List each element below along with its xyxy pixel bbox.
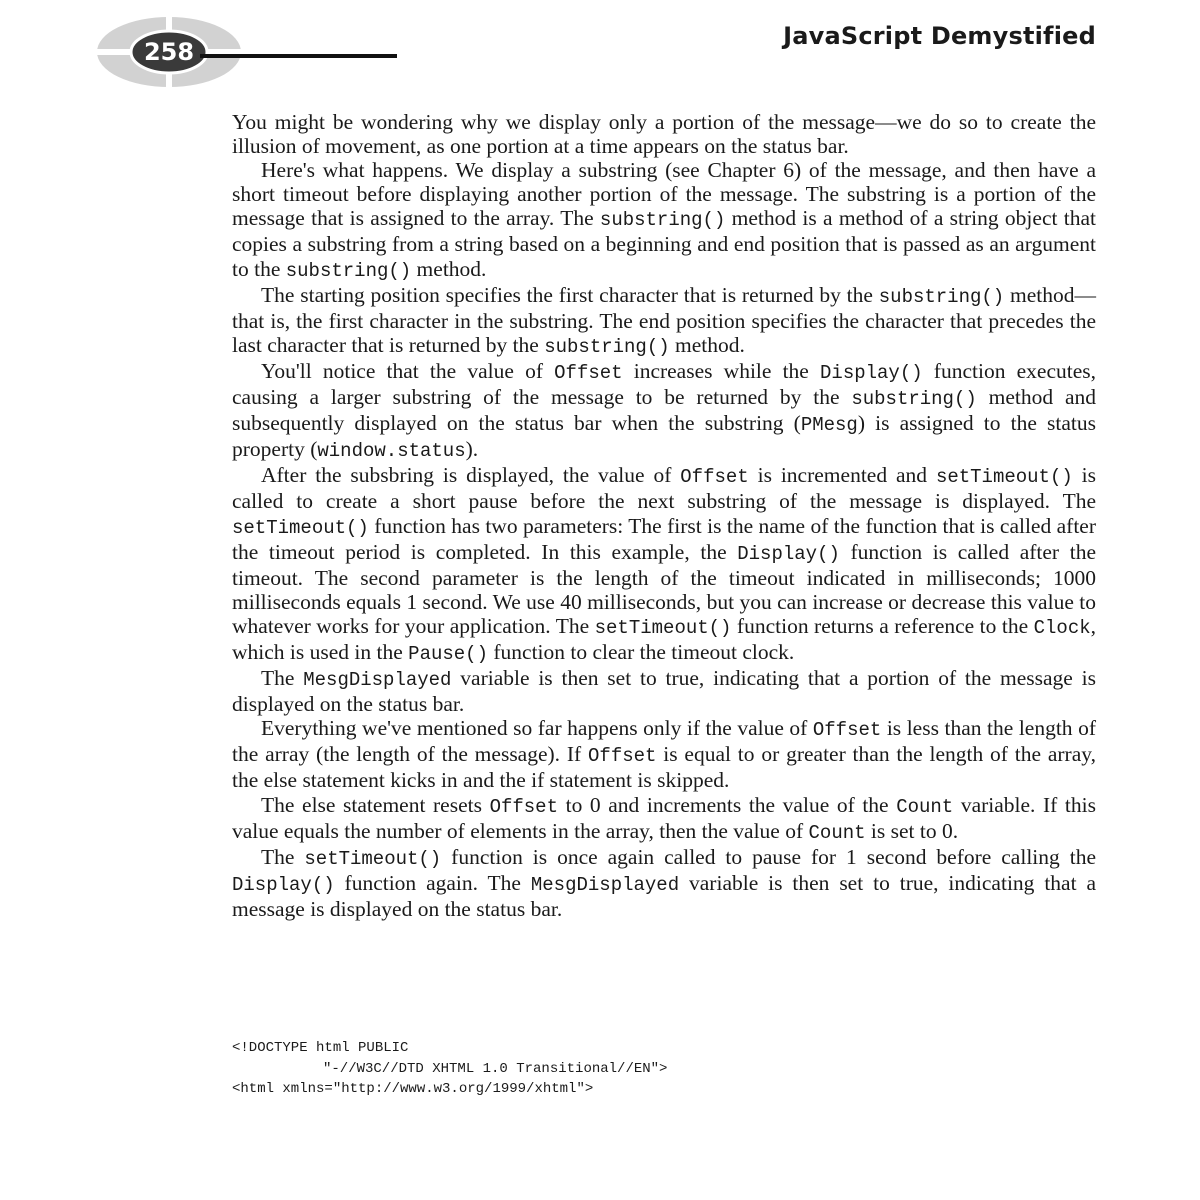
paragraph-text: is less than the length of the array (the length of the message). If bbox=[232, 716, 1096, 767]
paragraph-text: variable is then set to true, indicating that a portion of the message is displayed on the status bar. bbox=[232, 666, 1096, 717]
paragraph bbox=[232, 359, 1096, 463]
inline-code: substring() bbox=[851, 388, 977, 411]
paragraph-text: function has two parameters: The first is the name of the function that is called after the timeout period is completed. In this example, the bbox=[232, 513, 1096, 564]
paragraph-text: is incremented and bbox=[748, 463, 936, 488]
paragraph-text: is set to 0. bbox=[865, 818, 959, 843]
inline-code: Count bbox=[896, 795, 954, 818]
inline-code: setTimeout() bbox=[232, 516, 369, 539]
paragraph-text: , which is used in the bbox=[232, 613, 1097, 664]
paragraph-text: is called to create a short pause before the next substring of the message is displayed. The bbox=[232, 463, 1097, 514]
paragraph-text: After the subsbring is displayed, the value of bbox=[261, 463, 681, 488]
inline-code: Offset bbox=[489, 795, 558, 818]
code-listing bbox=[232, 1038, 1096, 1100]
paragraph-text: Everything we've mentioned so far happens only if the value of bbox=[261, 716, 813, 741]
inline-code: substring() bbox=[544, 335, 670, 358]
inline-code: Offset bbox=[588, 745, 657, 768]
paragraph-text: method is a method of a string object that copies a substring from a string based on a beginning and end position that is passed as an argument to the bbox=[232, 206, 1096, 281]
code-line: <html xmlns="http://www.w3.org/1999/xhtml"> bbox=[232, 1081, 594, 1097]
paragraph-text: function is once again called to pause for 1 second before calling the bbox=[441, 844, 1096, 869]
paragraph-text: You'll notice that the value of bbox=[261, 358, 555, 383]
inline-code: window.status bbox=[317, 440, 466, 463]
paragraph-text: The starting position specifies the first character that is returned by the bbox=[261, 282, 879, 307]
paragraph bbox=[232, 793, 1096, 845]
paragraph-text: ). bbox=[465, 437, 479, 462]
paragraph-text: is equal to or greater than the length of the array, the else statement kicks in and the if statement is skipped. bbox=[232, 742, 1096, 793]
paragraph-text: function executes, causing a larger substring of the message to be returned by the bbox=[232, 358, 1096, 410]
inline-code: Offset bbox=[554, 361, 623, 384]
page-number: 258 bbox=[143, 38, 195, 66]
inline-code: setTimeout() bbox=[304, 847, 442, 870]
paragraph-text: You might be wondering why we display only a portion of the message—we do so to create the illusion of movement, as one portion at a time appears on the status bar. bbox=[232, 110, 1096, 159]
paragraph bbox=[232, 158, 1096, 282]
paragraph bbox=[232, 716, 1096, 792]
inline-code: Display() bbox=[820, 361, 923, 384]
paragraph-text: function to clear the timeout clock. bbox=[488, 639, 795, 664]
inline-code: substring() bbox=[878, 285, 1005, 308]
inline-code: Display() bbox=[232, 873, 335, 896]
paragraph-text: The bbox=[261, 844, 305, 869]
inline-code: substring() bbox=[285, 259, 412, 282]
running-title: JavaScript Demystified bbox=[783, 22, 1096, 50]
code-line: <!DOCTYPE html PUBLIC bbox=[232, 1040, 409, 1056]
inline-code: Offset bbox=[680, 466, 749, 489]
paragraph bbox=[232, 283, 1096, 359]
paragraph-text: ) is assigned to the status property ( bbox=[232, 411, 1096, 462]
paragraph-text: The bbox=[261, 666, 304, 691]
inline-code: Clock bbox=[1033, 616, 1091, 639]
paragraph-text: method—that is, the first character in the substring. The end position specifies the character that precedes the last character that is returned by the bbox=[232, 282, 1096, 357]
header-rule bbox=[200, 54, 397, 58]
inline-code: Display() bbox=[737, 542, 840, 565]
paragraph bbox=[232, 666, 1096, 716]
paragraph-text: variable is then set to true, indicating that a message is displayed on the status bar. bbox=[232, 870, 1097, 921]
body-text bbox=[232, 110, 1096, 921]
paragraph-text: method. bbox=[669, 332, 745, 357]
inline-code: PMesg bbox=[800, 414, 858, 437]
paragraph-text: function again. The bbox=[334, 870, 531, 895]
inline-code: MesgDisplayed bbox=[530, 873, 680, 896]
inline-code: Pause() bbox=[408, 642, 488, 665]
paragraph-text: Here's what happens. We display a substring (see Chapter 6) of the message, and then have a short timeout before displaying another portion of the message. The substring is a portion of the message that is assigned to the array. The bbox=[232, 158, 1096, 231]
paragraph bbox=[232, 845, 1096, 921]
inline-code: setTimeout() bbox=[594, 616, 732, 639]
inline-code: MesgDisplayed bbox=[303, 669, 452, 692]
paragraph-text: method and subsequently displayed on the status bar when the substring ( bbox=[232, 385, 1096, 436]
inline-code: substring() bbox=[599, 209, 726, 232]
paragraph-text: variable. If this value equals the number of elements in the array, then the value of bbox=[232, 792, 1096, 843]
paragraph-text: method. bbox=[411, 256, 487, 281]
paragraph-text: to 0 and increments the value of the bbox=[558, 792, 897, 817]
paragraph-text: The else statement resets bbox=[261, 792, 490, 817]
paragraph-text: function returns a reference to the bbox=[731, 613, 1034, 638]
paragraph bbox=[232, 110, 1096, 158]
code-line: "-//W3C//DTD XHTML 1.0 Transitional//EN"> bbox=[323, 1060, 668, 1077]
paragraph-text: function is called after the timeout. The second parameter is the length of the timeout indicated in milliseconds; 1000 milliseconds equals 1 second. We use 40 milliseconds, but you can increase or decrease this value to whatever works for your application. The bbox=[232, 539, 1096, 638]
inline-code: setTimeout() bbox=[935, 466, 1073, 489]
inline-code: Offset bbox=[812, 719, 882, 742]
page-number-badge bbox=[96, 16, 242, 88]
paragraph-text: increases while the bbox=[622, 358, 821, 383]
paragraph bbox=[232, 463, 1096, 666]
inline-code: Count bbox=[808, 821, 866, 844]
